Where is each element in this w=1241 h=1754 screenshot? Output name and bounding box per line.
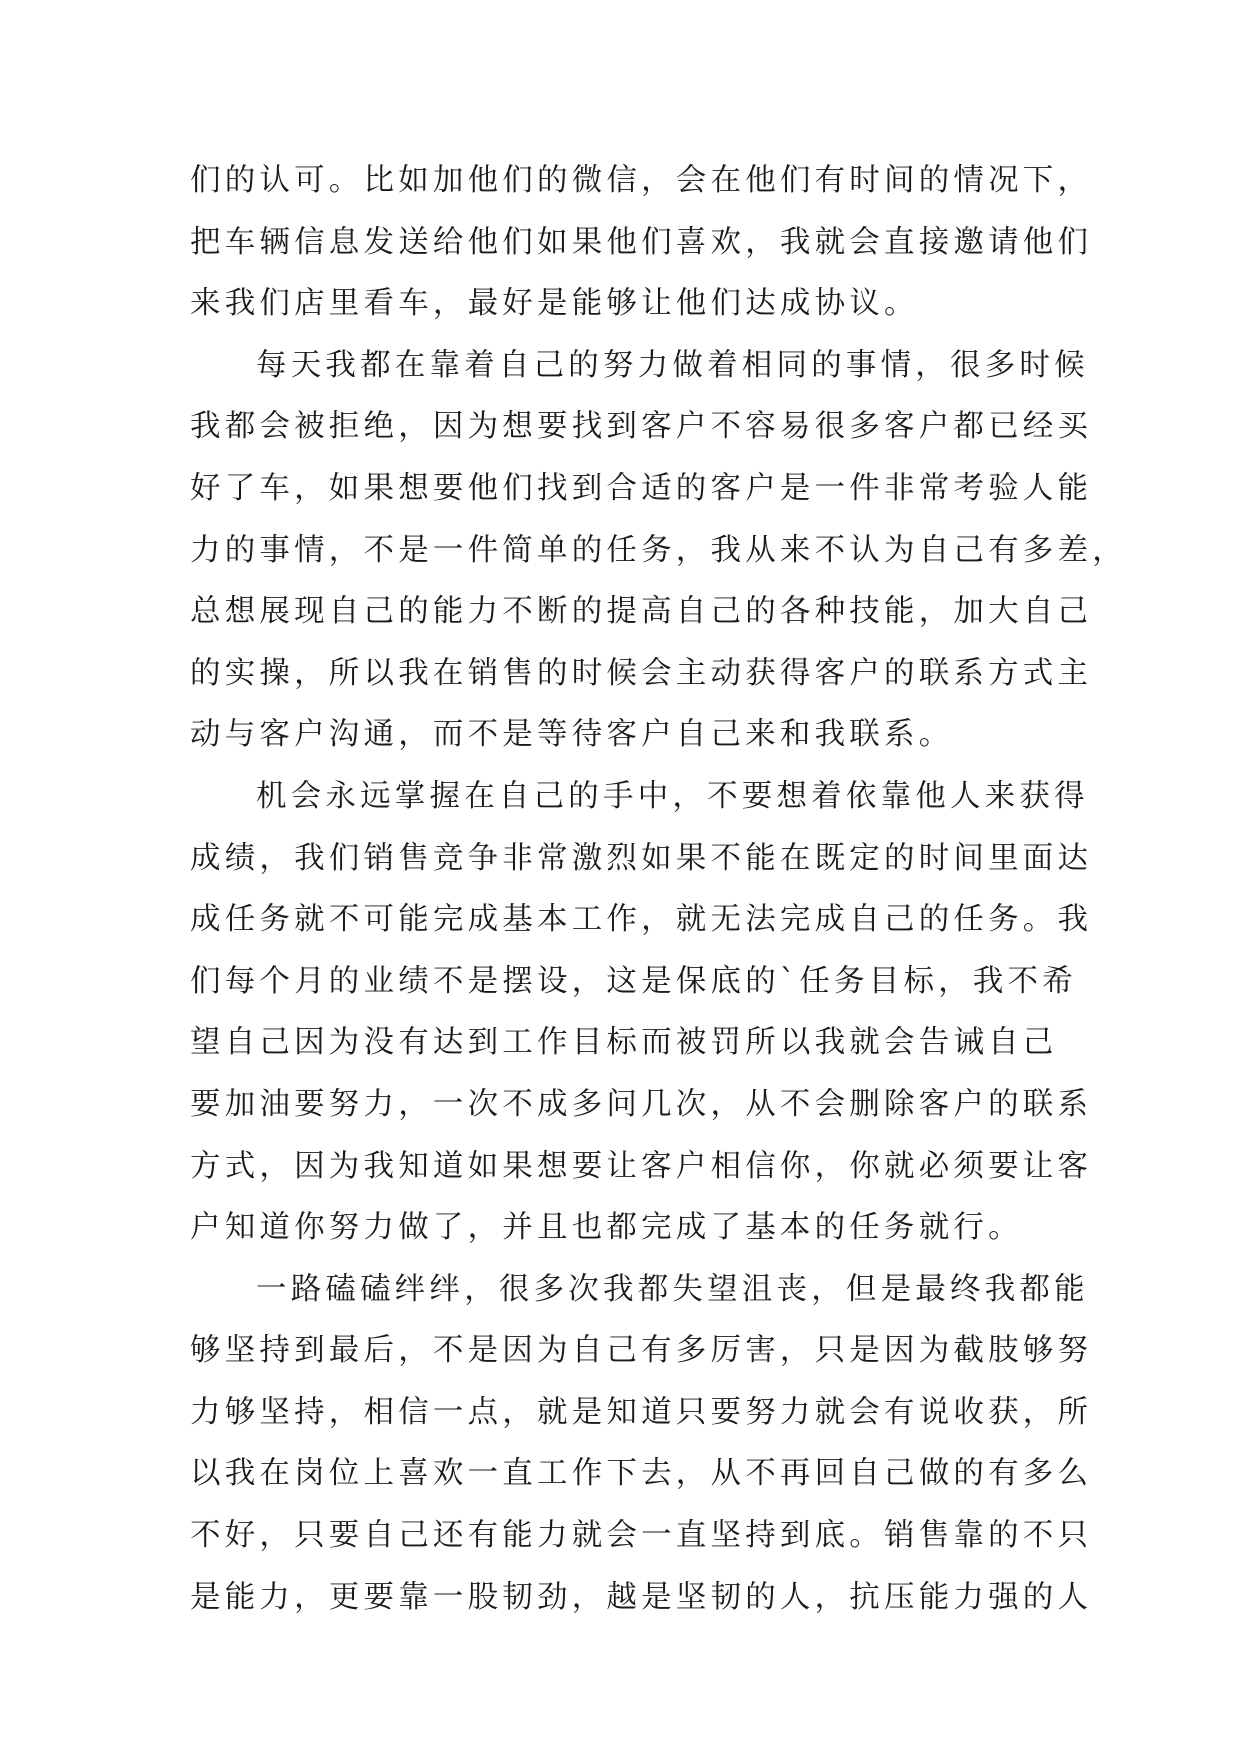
text-line-20: 够坚持到最后，不是因为自己有多厉害，只是因为截肢够努: [190, 1333, 1093, 1369]
text-line-7: 力的事情，不是一件简单的任务，我从来不认为自己有多差，: [190, 532, 1127, 568]
text-line-19: 一路磕磕绊绊，很多次我都失望沮丧，但是最终我都能: [256, 1271, 1089, 1307]
text-line-4: 每天我都在靠着自己的努力做着相同的事情，很多时候: [256, 347, 1089, 383]
text-line-2: 把车辆信息发送给他们如果他们喜欢，我就会直接邀请他们: [190, 224, 1093, 260]
text-line-18: 户知道你努力做了，并且也都完成了基本的任务就行。: [190, 1210, 1023, 1246]
text-line-5: 我都会被拒绝，因为想要找到客户不容易很多客户都已经买: [190, 409, 1093, 445]
text-line-15: 望自己因为没有达到工作目标而被罚所以我就会告诫自己: [190, 1025, 1058, 1061]
text-line-1: 们的认可。比如加他们的微信，会在他们有时间的情况下，: [190, 163, 1093, 198]
text-line-9: 的实操，所以我在销售的时候会主动获得客户的联系方式主: [190, 655, 1093, 691]
text-line-3: 来我们店里看车，最好是能够让他们达成协议。: [190, 286, 919, 322]
text-line-24: 是能力，更要靠一股韧劲，越是坚韧的人，抗压能力强的人: [190, 1579, 1093, 1615]
text-line-23: 不好，只要自己还有能力就会一直坚持到底。销售靠的不只: [190, 1518, 1093, 1554]
text-line-8: 总想展现自己的能力不断的提高自己的各种技能，加大自己: [190, 594, 1093, 630]
text-line-13: 成任务就不可能完成基本工作，就无法完成自己的任务。我: [190, 902, 1093, 938]
text-line-21: 力够坚持，相信一点，就是知道只要努力就会有说收获，所: [190, 1394, 1093, 1430]
text-line-22: 以我在岗位上喜欢一直工作下去，从不再回自己做的有多么: [190, 1456, 1093, 1492]
text-line-14: 们每个月的业绩不是摆设，这是保底的`任务目标，我不希: [190, 963, 1077, 999]
text-line-11: 机会永远掌握在自己的手中，不要想着依靠他人来获得: [256, 778, 1089, 814]
text-line-6: 好了车，如果想要他们找到合适的客户是一件非常考验人能: [190, 470, 1093, 506]
body-text: [190, 150, 1127, 1628]
text-line-10: 动与客户沟通，而不是等待客户自己来和我联系。: [190, 717, 954, 753]
text-line-17: 方式，因为我知道如果想要让客户相信你，你就必须要让客: [190, 1148, 1093, 1184]
text-line-12: 成绩，我们销售竞争非常激烈如果不能在既定的时间里面达: [190, 840, 1093, 876]
text-line-16: 要加油要努力，一次不成多问几次，从不会删除客户的联系: [190, 1086, 1093, 1122]
